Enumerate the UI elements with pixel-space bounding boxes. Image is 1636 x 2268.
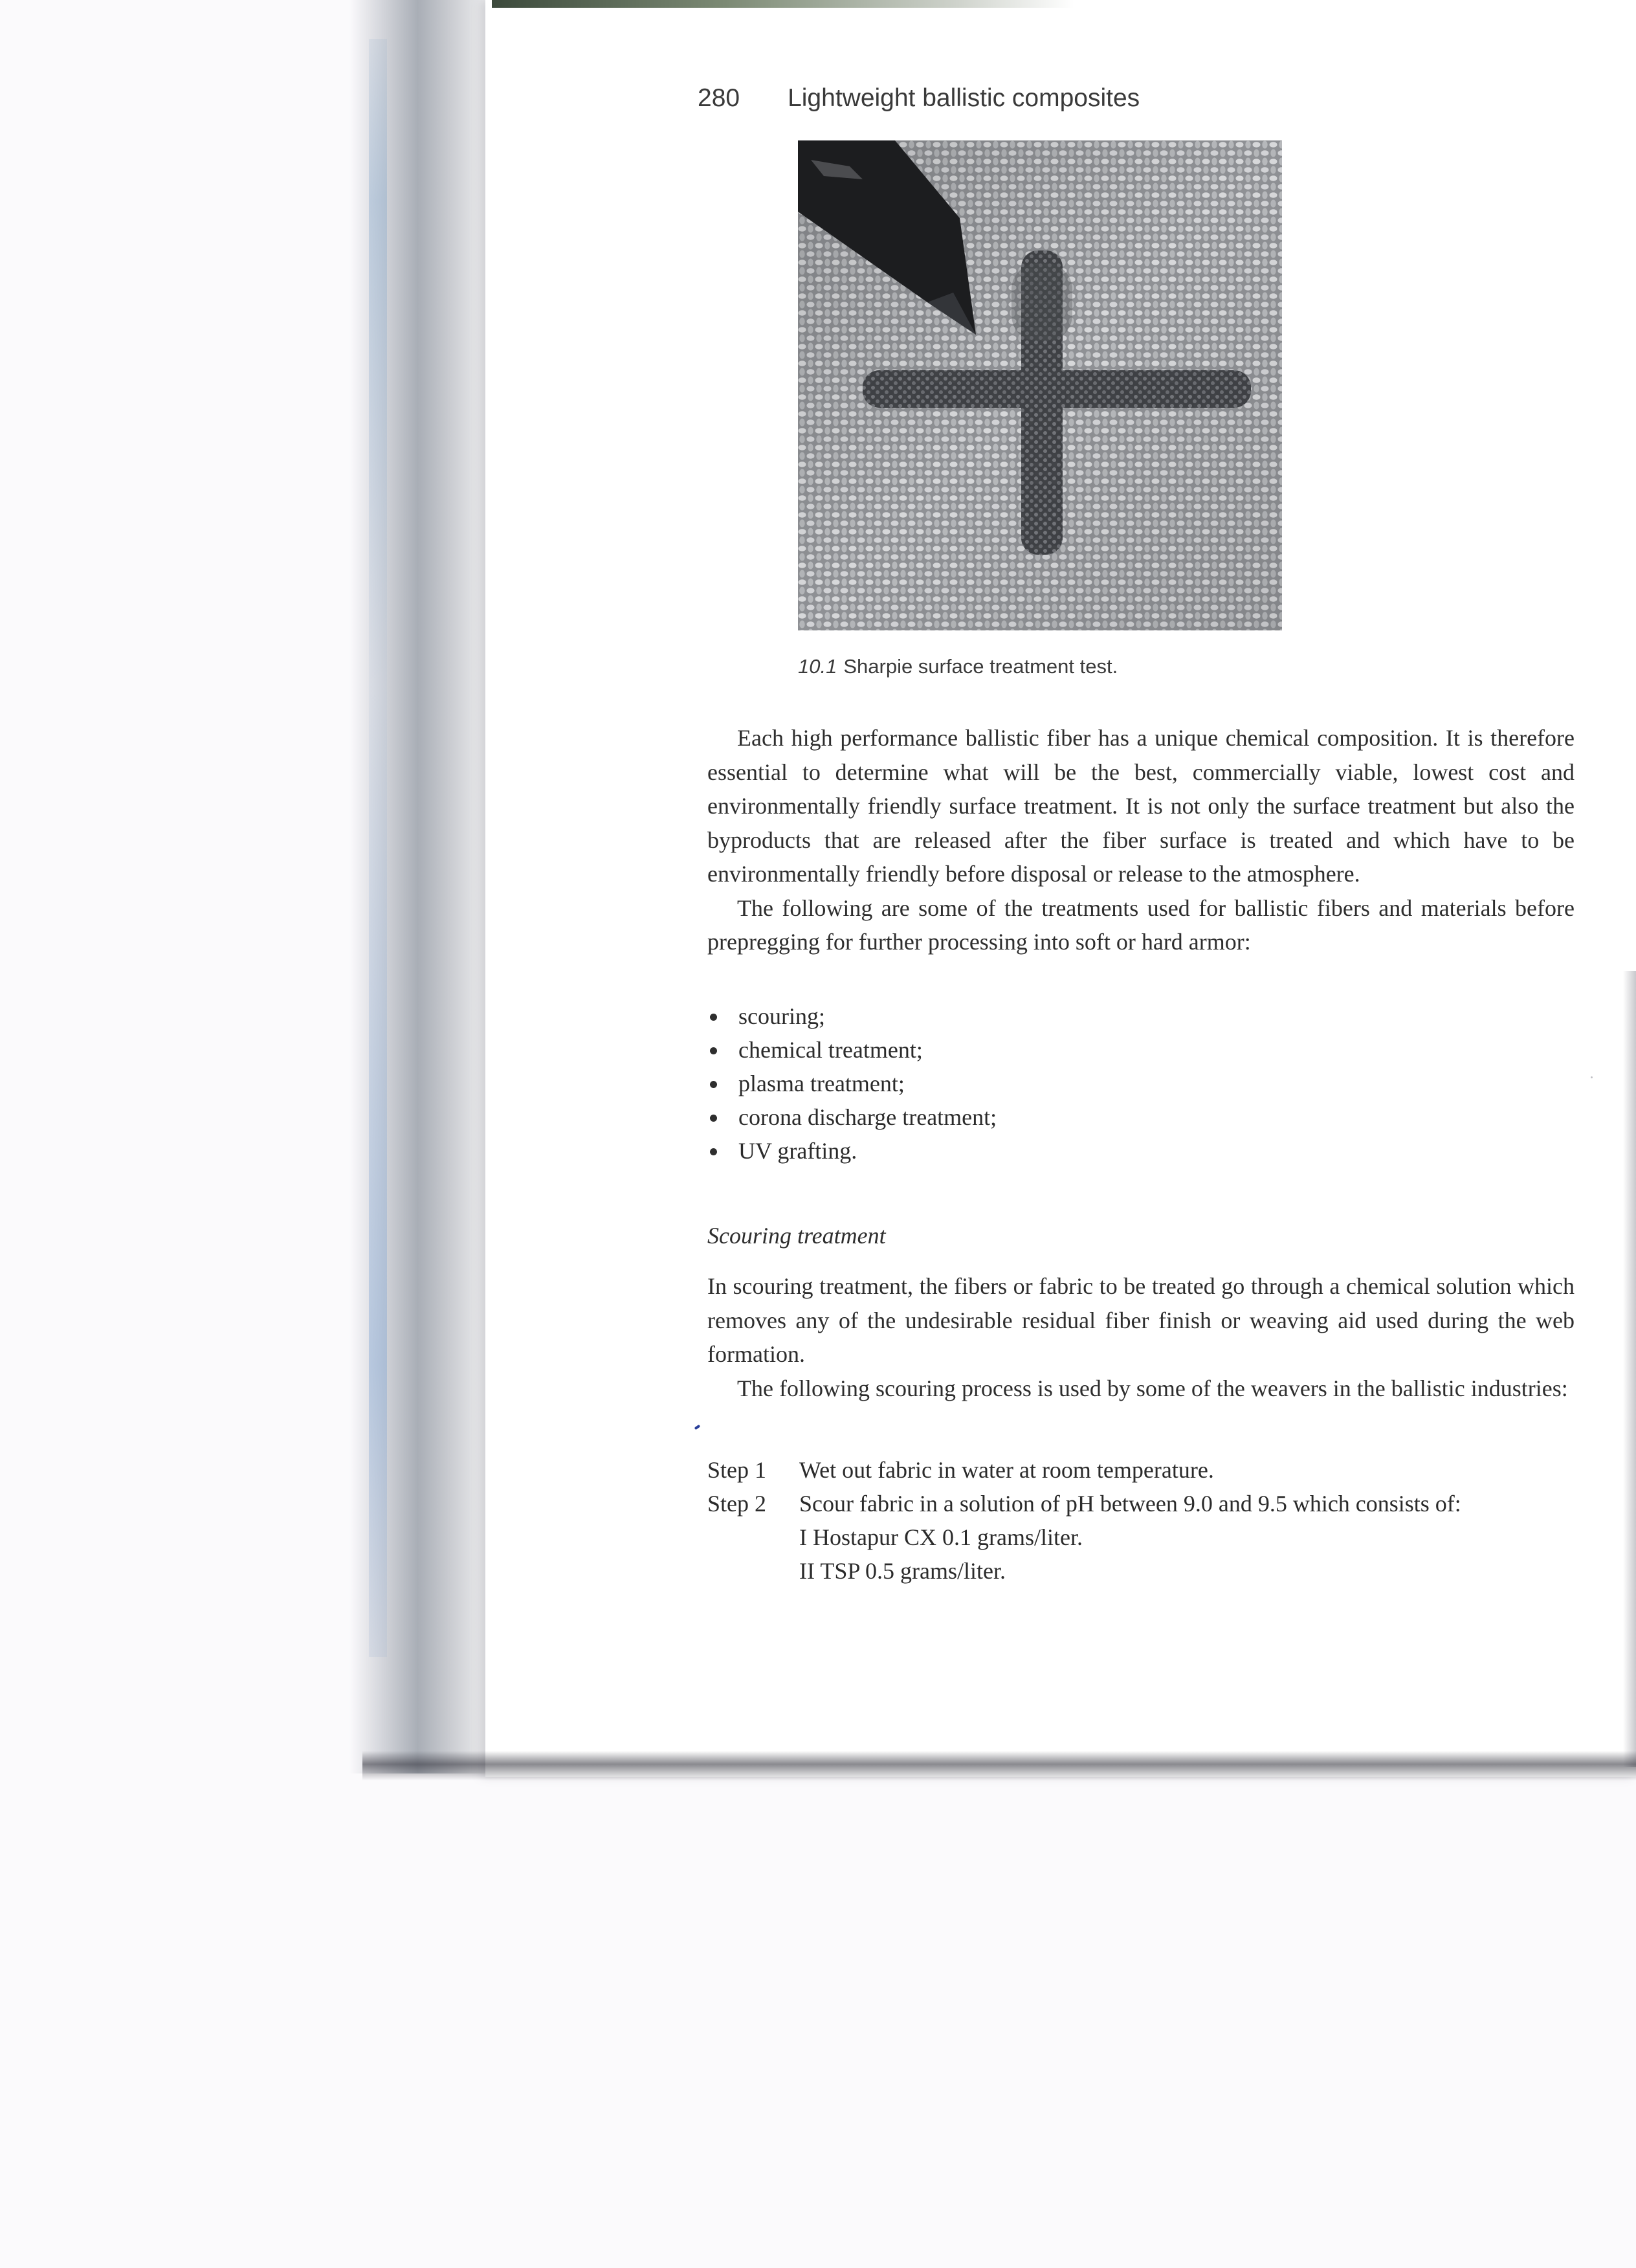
section-heading: Scouring treatment: [707, 1223, 886, 1249]
list-item: plasma treatment;: [707, 1067, 1354, 1100]
scan-speck: [1591, 1076, 1593, 1078]
page-right-edge: [1623, 971, 1636, 1767]
treatment-list: [707, 999, 1354, 1168]
paragraph: The following are some of the treatments used for ballistic fibers and materials before prepregging for further processing into soft or hard armor:: [707, 895, 1575, 955]
step-row: [707, 1487, 1578, 1520]
running-head-title: Lightweight ballistic composites: [788, 84, 1140, 112]
figure-caption: [798, 655, 1290, 678]
bullet-icon: [710, 1115, 717, 1122]
section-text: [707, 1269, 1575, 1405]
step-row: [707, 1453, 1578, 1487]
figure-caption-text: Sharpie surface treatment test.: [843, 655, 1118, 678]
page-number: 280: [698, 84, 740, 112]
paragraph: The following scouring process is used by some of the weavers in the ballistic industries:: [737, 1375, 1568, 1401]
figure-sharpie-photo: [798, 140, 1282, 630]
bullet-icon: [710, 1081, 717, 1088]
list-item: corona discharge treatment;: [707, 1100, 1354, 1134]
list-item: UV grafting.: [707, 1134, 1354, 1168]
running-head: [698, 84, 1140, 113]
book-spine-tint: [369, 39, 387, 1657]
bullet-icon: [710, 1047, 717, 1054]
sub-item: I Hostapur CX 0.1 grams/liter.: [799, 1524, 1083, 1550]
page-bottom-shadow: [362, 1751, 1636, 1781]
step-label: Step 2: [707, 1491, 767, 1517]
step-label: Step 1: [707, 1457, 767, 1483]
figure-number: 10.1: [798, 655, 837, 678]
page-top-edge: [492, 0, 1074, 8]
paragraph: In scouring treatment, the fibers or fabric to be treated go through a chemical solution which removes any of the undesirable residual fiber finish or weaving aid used during the web formation.: [707, 1273, 1575, 1367]
step-text: Scour fabric in a solution of pH between 9.0 and 9.5 which consists of:: [799, 1491, 1461, 1517]
bullet-icon: [710, 1148, 717, 1155]
intro-text: [707, 721, 1575, 959]
bullet-icon: [710, 1014, 717, 1021]
sub-item: II TSP 0.5 grams/liter.: [799, 1558, 1006, 1584]
fabric-photo: [798, 140, 1282, 630]
paragraph: Each high performance ballistic fiber has a unique chemical composition. It is therefore essential to determine what will be the best, commercially viable, lowest cost and environmentally friendly surface treatment. It is not only the surface treatment but also the byproducts that are released after the fiber surface is treated and which have to be environmentally friendly before disposal or release to the atmosphere.: [707, 725, 1575, 887]
list-item: scouring;: [707, 999, 1354, 1033]
step-text: Wet out fabric in water at room temperature.: [799, 1457, 1214, 1483]
list-item: chemical treatment;: [707, 1033, 1354, 1067]
scouring-steps: [707, 1453, 1578, 1588]
